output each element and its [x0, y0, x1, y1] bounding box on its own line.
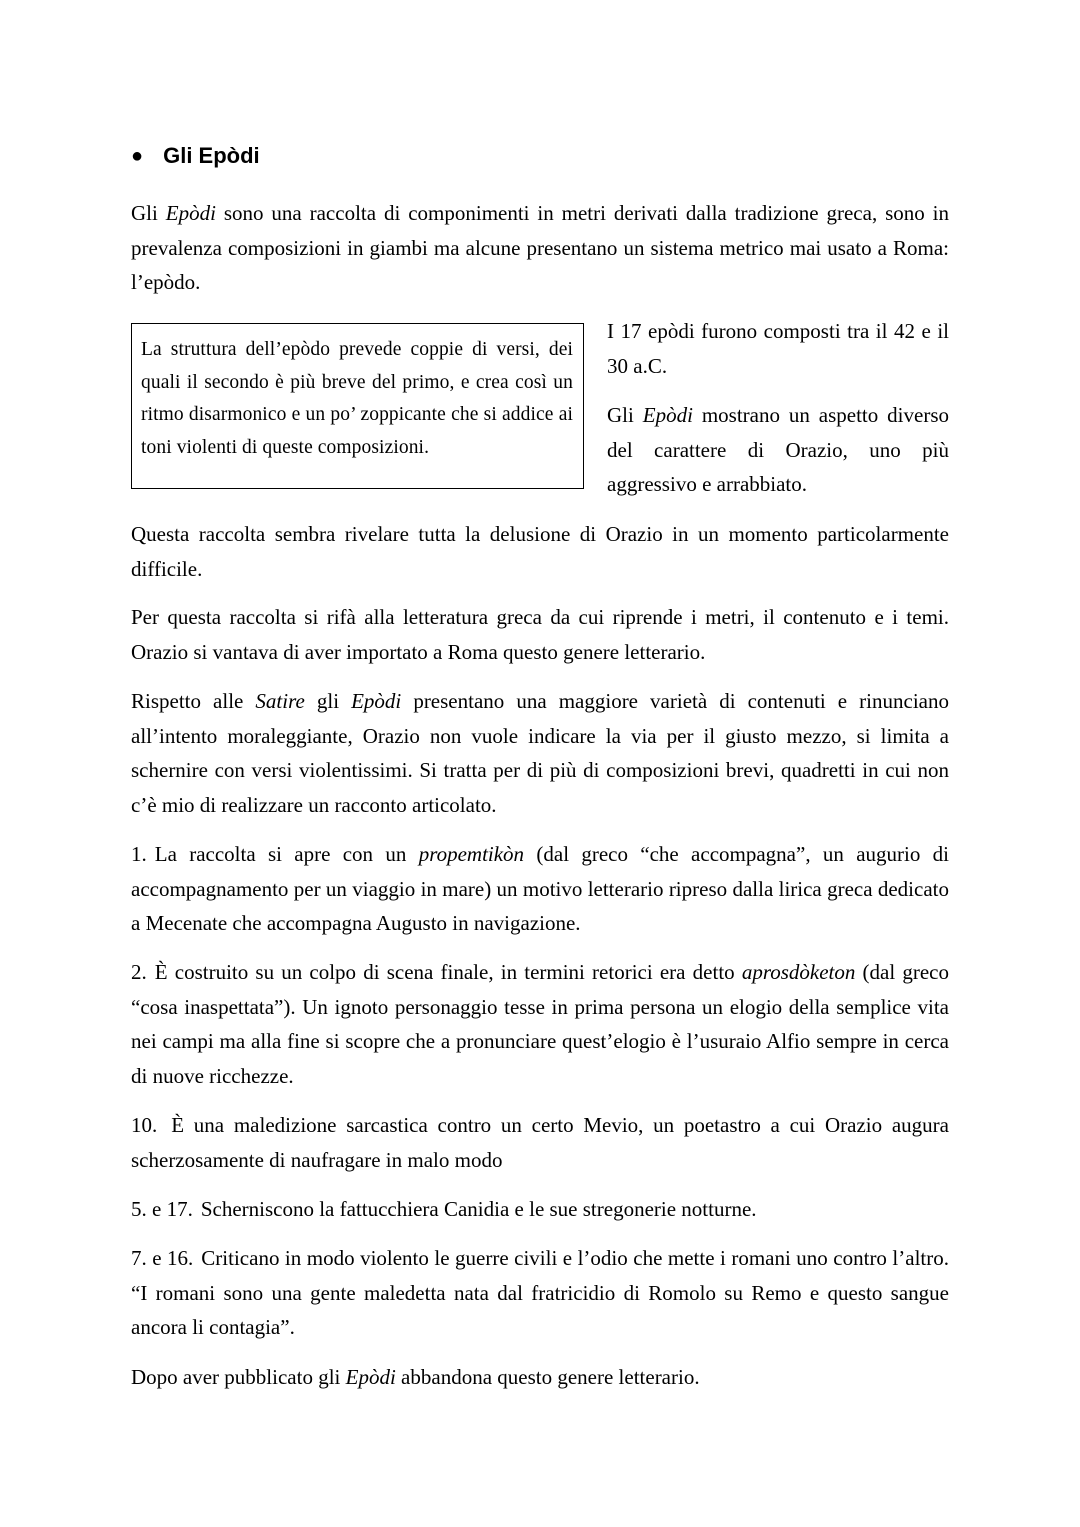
paragraph-text: presentano una maggiore varietà di contenuti e rinunciano all’intento moraleggiante, Orazio non vuole indicare la via per il giusto mezzo, si limita a schernire con versi violentissimi. Si tratta per di più di composizioni brevi, quadretti in cui non c’è mio di realizzare un racconto articolato. — [131, 689, 949, 817]
item-number: 1. — [131, 842, 147, 866]
item-number: 5. e 17. — [131, 1197, 193, 1221]
bullet-icon: ● — [131, 145, 144, 167]
item-text: Scherniscono la fattucchiera Canidia e le sue stregonerie notturne. — [200, 1197, 757, 1221]
info-box — [131, 323, 584, 489]
intro-text: Gli — [131, 201, 166, 225]
paragraph-letteratura — [131, 600, 949, 669]
epodi-italic: Epòdi — [351, 689, 402, 713]
item-number: 10. — [131, 1113, 158, 1137]
info-box-text: La struttura dell’epòdo prevede coppie di versi, dei quali il secondo è più breve del primo, e crea così un ritmo disarmonico e un po’ zoppicante che si addice ai toni violenti di queste composizioni. — [141, 339, 573, 458]
paragraph-text: Questa raccolta sembra rivelare tutta la delusione di Orazio in un momento particolarmente difficile. — [131, 522, 949, 581]
list-item-5-17 — [131, 1192, 949, 1227]
item-text: È una maledizione sarcastica contro un certo Mevio, un poetastro a cui Orazio augura scherzosamente di naufragare in malo modo — [131, 1113, 949, 1172]
section-title: Gli Epòdi — [163, 143, 260, 168]
item-text: Criticano in modo violento le guerre civili e l’odio che mette i romani uno contro l’altro. “I romani sono una gente maledetta nata dal fratricidio di Romolo su Remo e questo sangue ancora li contagia”. — [131, 1246, 949, 1339]
paragraph-text: Per questa raccolta si rifà alla letteratura greca da cui riprende i metri, il contenuto e i temi. Orazio si vantava di aver importato a Roma questo genere letterario. — [131, 605, 949, 664]
side-dates: I 17 epòdi furono composti tra il 42 e il 30 a.C. — [607, 319, 949, 378]
section-heading — [131, 139, 260, 173]
item-text-rest: (dal greco “che accompagna”, un augurio di accompagnamento per un viaggio in mare) un motivo letterario ripreso dalla lirica greca dedicato a Mecenate che accompagna Augusto in navigazione. — [131, 842, 949, 935]
paragraph-delusione — [131, 517, 949, 586]
item-text: La raccolta si apre con un — [154, 842, 419, 866]
side-character — [607, 398, 949, 502]
paragraph-satire — [131, 684, 949, 822]
intro-italic: Epòdi — [165, 201, 216, 225]
side-text: Gli — [607, 403, 643, 427]
item-text: È costruito su un colpo di scena finale, in termini retorici era detto — [154, 960, 742, 984]
closing-paragraph — [131, 1360, 949, 1395]
paragraph-text: gli — [304, 689, 352, 713]
side-text-rest: mostrano un aspetto diverso del carattere di Orazio, uno più aggressivo e arrabbiato. — [607, 403, 949, 496]
item-number: 7. e 16. — [131, 1246, 194, 1270]
item-number: 2. — [131, 960, 147, 984]
closing-text-rest: abbandona questo genere letterario. — [395, 1365, 700, 1389]
side-italic: Epòdi — [642, 403, 693, 427]
list-item-1 — [131, 837, 949, 941]
paragraph-text: Rispetto alle — [131, 689, 256, 713]
item-text-rest: (dal greco “cosa inaspettata”). Un ignoto personaggio tesse in prima persona un elogio della semplice vita nei campi ma alla fine si scopre che a pronunciare quest’elogio è l’usuraio Alfio sempre in cerca di nuove ricchezze. — [131, 960, 949, 1088]
list-item-2 — [131, 955, 949, 1093]
list-item-10 — [131, 1108, 949, 1177]
side-column — [607, 314, 949, 502]
closing-italic: Epòdi — [345, 1365, 396, 1389]
intro-text-rest: sono una raccolta di componimenti in metri derivati dalla tradizione greca, sono in prevalenza composizioni in giambi ma alcune presentano un sistema metrico mai usato a Roma: l’epòdo. — [131, 201, 950, 294]
closing-text: Dopo aver pubblicato gli — [131, 1365, 346, 1389]
intro-paragraph — [131, 196, 949, 300]
satire-italic: Satire — [255, 689, 305, 713]
list-item-7-16 — [131, 1241, 949, 1345]
item-italic: propemtikòn — [418, 842, 525, 866]
item-italic: aprosdòketon — [741, 960, 856, 984]
